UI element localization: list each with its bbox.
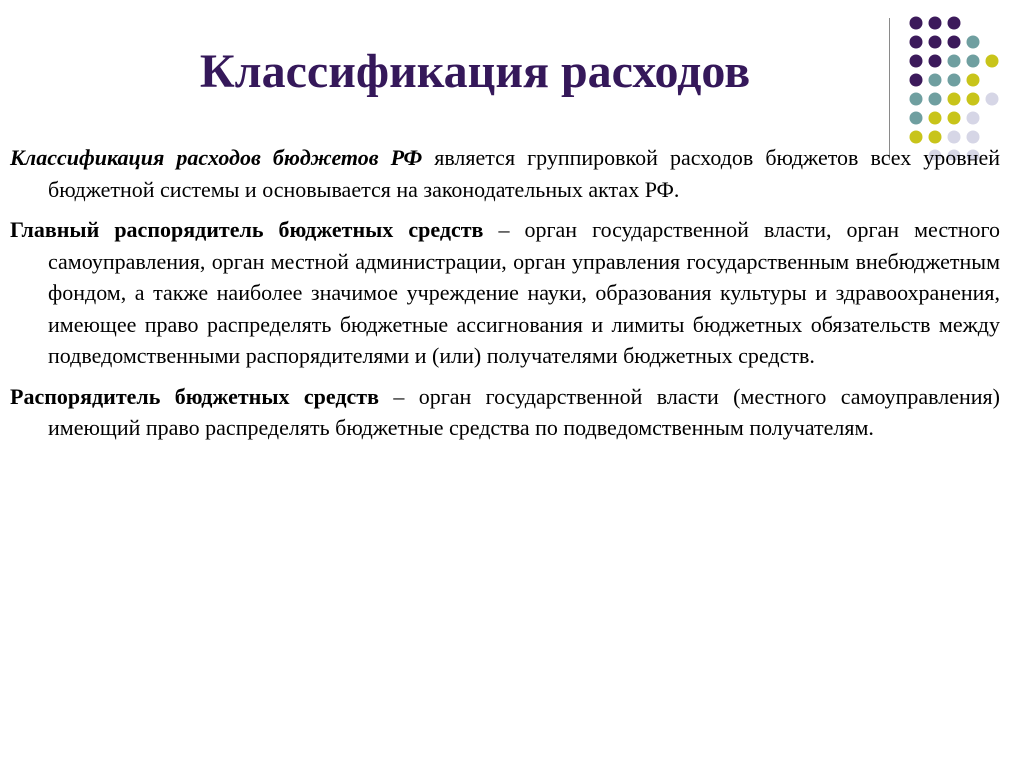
decorative-dot <box>967 36 980 49</box>
decorative-dot <box>929 112 942 125</box>
decorative-dot <box>967 55 980 68</box>
definition-main-manager: – орган государственной власти, орган местного самоуправления, орган местной администрации, орган управления государственным внебюджетным фондом, а также наиболее значимое учреждение науки, образования культуры и здравоохранения, имеющее право распределять бюджетные ассигнования и лимиты бюджетных обязательств между подведомственными распорядителями и (или) получателями бюджетных средств. <box>48 217 1000 368</box>
decorative-dot <box>967 74 980 87</box>
term-manager: Распорядитель бюджетных средств <box>10 383 379 409</box>
decorative-dot <box>967 93 980 106</box>
term-main-manager: Главный распорядитель бюджетных средств <box>10 217 484 242</box>
decorative-dot <box>948 112 961 125</box>
paragraph-classification <box>10 142 1000 205</box>
paragraph-manager <box>10 381 1000 444</box>
decorative-dot <box>929 17 942 30</box>
decorative-dot <box>967 112 980 125</box>
definition-classification: является группировкой расходов бюджетов всех уровней бюджетной системы и основывается на законодательных актах РФ. <box>48 145 1000 202</box>
slide-title: Классификация расходов <box>199 45 751 98</box>
paragraph-main-manager <box>10 214 1000 372</box>
slide-content <box>10 142 1000 453</box>
decorative-dot <box>910 112 923 125</box>
definition-manager: – орган государственной власти (местного самоуправления) имеющий право распределять бюджетные средства по подведомственным получателям. <box>48 383 1000 440</box>
decorative-dot <box>948 17 961 30</box>
decorative-dot <box>910 17 923 30</box>
decorative-dot <box>986 93 999 106</box>
decorative-dot <box>986 55 999 68</box>
term-classification: Классификация расходов бюджетов РФ <box>10 145 423 170</box>
